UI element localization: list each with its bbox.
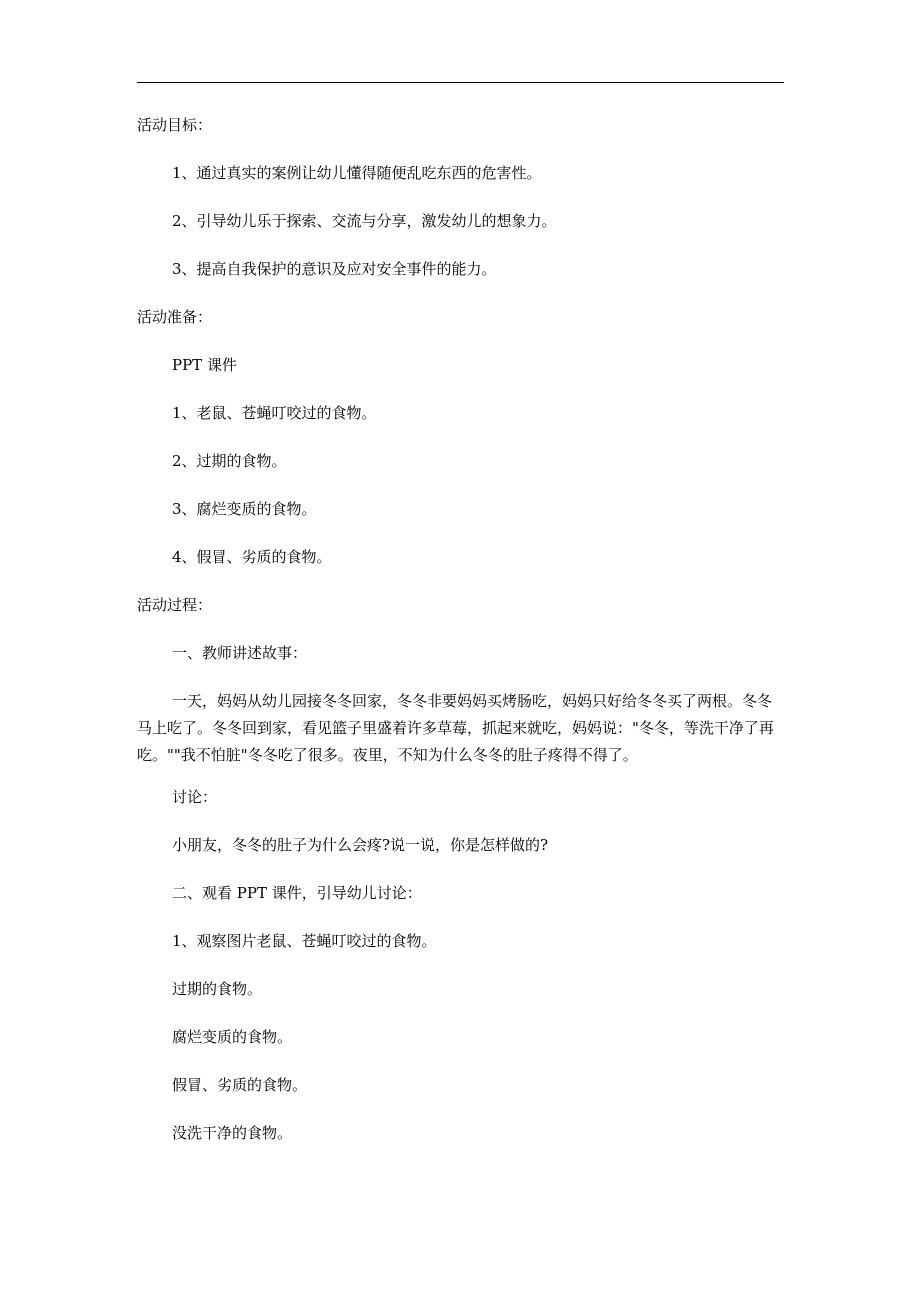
objectives-heading: 活动目标： bbox=[137, 116, 213, 134]
discussion-question: 小朋友，冬冬的肚子为什么会疼?说一说，你是怎样做的? bbox=[172, 836, 549, 854]
process-heading: 活动过程： bbox=[137, 596, 213, 614]
preparation-courseware: PPT 课件 bbox=[172, 356, 237, 374]
step2-item-3: 腐烂变质的食物。 bbox=[172, 1028, 293, 1046]
preparation-item-3: 3、腐烂变质的食物。 bbox=[172, 500, 317, 518]
preparation-item-4: 4、假冒、劣质的食物。 bbox=[172, 548, 332, 566]
objective-item-1: 1、通过真实的案例让幼儿懂得随便乱吃东西的危害性。 bbox=[172, 164, 542, 182]
step1-title: 一、教师讲述故事： bbox=[172, 644, 308, 662]
story-paragraph: 一天，妈妈从幼儿园接冬冬回家，冬冬非要妈妈买烤肠吃，妈妈只好给冬冬买了两根。冬冬马上吃了。冬冬回到家，看见篮子里盛着许多草莓，抓起来就吃，妈妈说："冬冬，等洗干净了再吃。""我不怕脏"冬冬吃了很多。夜里，不知为什么冬冬的肚子疼得不得了。 bbox=[137, 692, 774, 764]
step2-item-4: 假冒、劣质的食物。 bbox=[172, 1076, 308, 1094]
preparation-item-2: 2、过期的食物。 bbox=[172, 452, 287, 470]
objective-item-3: 3、提高自我保护的意识及应对安全事件的能力。 bbox=[172, 260, 497, 278]
preparation-item-1: 1、老鼠、苍蝇叮咬过的食物。 bbox=[172, 404, 377, 422]
step2-item-2: 过期的食物。 bbox=[172, 980, 263, 998]
preparation-heading: 活动准备： bbox=[137, 308, 213, 326]
step2-item-1: 1、观察图片老鼠、苍蝇叮咬过的食物。 bbox=[172, 932, 437, 950]
step2-title: 二、观看 PPT 课件，引导幼儿讨论： bbox=[172, 884, 422, 902]
step2-item-5: 没洗干净的食物。 bbox=[172, 1124, 293, 1142]
objective-item-2: 2、引导幼儿乐于探索、交流与分享，激发幼儿的想象力。 bbox=[172, 212, 557, 230]
header-rule bbox=[137, 82, 784, 83]
discussion-label: 讨论： bbox=[172, 788, 218, 806]
